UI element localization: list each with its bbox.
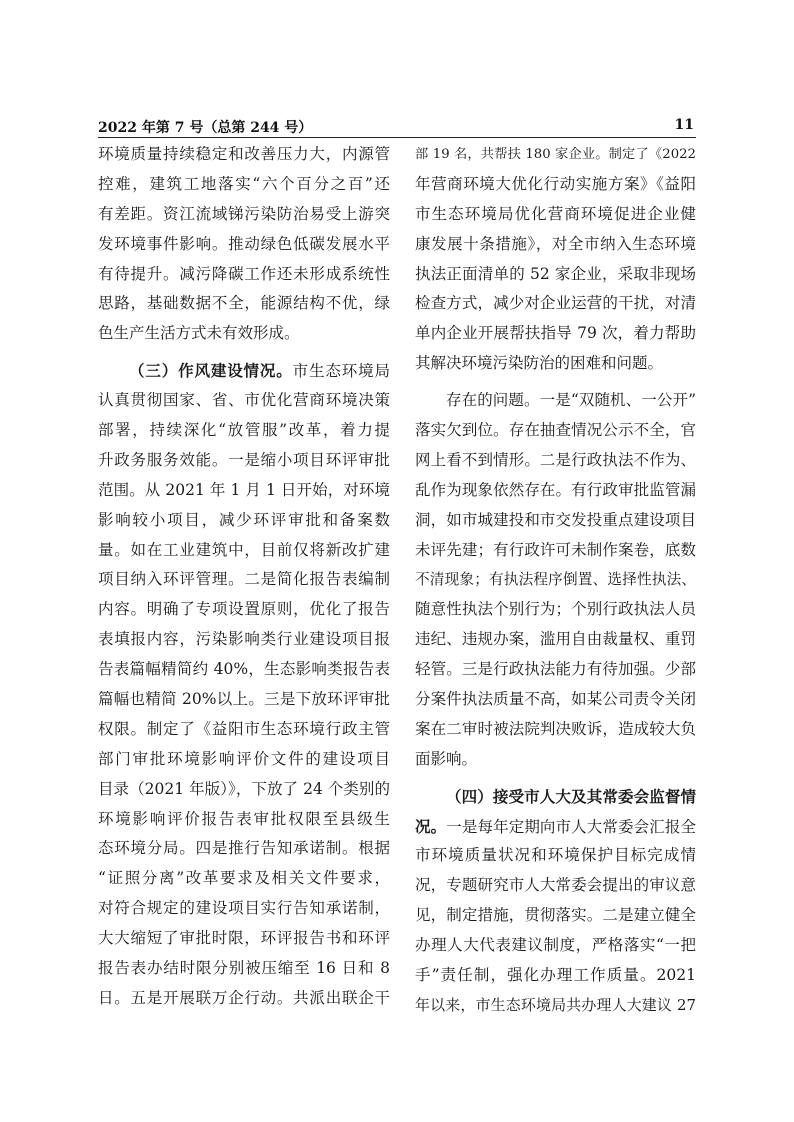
paragraph bbox=[415, 782, 696, 1021]
text-line: 内容。明确了专项设置原则，优化了报告 bbox=[98, 600, 390, 619]
text-line: 不清现象；有执法程序倒置、选择性执法、 bbox=[415, 571, 696, 589]
page-number: 11 bbox=[674, 117, 694, 133]
header-rule bbox=[98, 137, 696, 138]
text-line: 量。如在工业建筑中，目前仅将新改扩建 bbox=[98, 540, 390, 559]
section-heading: （三）作风建设情况。 bbox=[129, 361, 293, 381]
text-line: 其解决环境污染防治的困难和问题。 bbox=[415, 354, 664, 373]
text-line: 报告表办结时限分别被压缩至 16 日和 8 bbox=[98, 959, 390, 978]
text-line: 轻管。三是行政执法能力有待加强。少部 bbox=[415, 660, 696, 679]
text-line: 市生态环境局优化营商环境促进企业健 bbox=[415, 204, 696, 223]
text-line: 未评先建；有行政许可未制作案卷，底数 bbox=[415, 540, 696, 559]
text-line: 网上看不到情形。二是行政执法不作为、 bbox=[415, 450, 696, 469]
text-run: 一是每年定期向市人大常委会汇报全 bbox=[446, 817, 696, 836]
text-line: 篇幅也精简 20%以上。三是下放环评审批 bbox=[98, 690, 390, 709]
text-line: 大大缩短了审批时限，环评报告书和环评 bbox=[98, 929, 390, 948]
paragraph bbox=[98, 140, 390, 349]
text-line: 案在二审时被法院判决败诉，造成较大负 bbox=[415, 719, 696, 738]
text-line: 检查方式，减少对企业运营的干扰，对清 bbox=[415, 294, 696, 313]
text-line: 目录（2021 年版）》，下放了 24 个类别的 bbox=[98, 779, 390, 798]
text-line: “证照分离”改革要求及相关文件要求， bbox=[98, 869, 390, 888]
text-line: 年营商环境大优化行动实施方案》《益阳 bbox=[415, 174, 696, 193]
left-column bbox=[98, 140, 390, 1014]
text-line: 执法正面清单的 52 家企业，采取非现场 bbox=[415, 264, 696, 283]
paragraph bbox=[98, 356, 390, 1014]
text-line: 项目纳入环评管理。二是简化报告表编制 bbox=[98, 570, 390, 589]
text-line: 见，制定措施，贯彻落实。二是建立健全 bbox=[415, 906, 696, 925]
text-line bbox=[98, 356, 390, 386]
section-heading: （四）接受市人大及其常委会监督情 bbox=[446, 786, 696, 806]
text-line: 范围。从 2021 年 1 月 1 日开始，对环境 bbox=[98, 480, 390, 499]
text-run: 市生态环境局 bbox=[292, 362, 390, 381]
text-line: 违纪、违规办案，滥用自由裁量权、重罚 bbox=[415, 630, 696, 649]
issue-header: 2022 年第 7 号（总第 244 号） bbox=[98, 120, 313, 136]
text-line: 环境影响评价报告表审批权限至县级生 bbox=[98, 809, 390, 828]
text-line: 有差距。资江流域锑污染防治易受上游突 bbox=[98, 204, 390, 223]
text-line: 告表篇幅精简约 40%，生态影响类报告表 bbox=[98, 660, 390, 679]
text-line: 落实欠到位。存在抽查情况公示不全，官 bbox=[415, 421, 696, 440]
text-line: 表填报内容，污染影响类行业建设项目报 bbox=[98, 630, 390, 649]
text-line: 对符合规定的建设项目实行告知承诺制， bbox=[98, 899, 390, 918]
text-line: 部 19 名，共帮扶 180 家企业。制定了《2022 bbox=[415, 147, 696, 162]
text-line: 态环境分局。四是推行告知承诺制。根据 bbox=[98, 839, 390, 858]
text-line: 手”责任制，强化办理工作质量。2021 bbox=[415, 966, 696, 985]
section-heading-end: 况。 bbox=[415, 816, 447, 836]
text-line: 年以来，市生态环境局共办理人大建议 27 bbox=[415, 995, 696, 1014]
paragraph bbox=[415, 140, 696, 379]
text-line: 影响较小项目，减少环评审批和备案数 bbox=[98, 510, 390, 529]
text-line: 康发展十条措施》，对全市纳入生态环境 bbox=[415, 234, 696, 253]
text-line: 随意性执法个别行为；个别行政执法人员 bbox=[415, 600, 696, 619]
text-line: 部署，持续深化“放管服”改革，着力提 bbox=[98, 421, 390, 440]
text-line: 分案件执法质量不高，如某公司责令关闭 bbox=[415, 690, 696, 709]
text-line: 色生产生活方式未有效形成。 bbox=[98, 324, 300, 343]
text-line: 有待提升。减污降碳工作还未形成系统性 bbox=[98, 264, 390, 283]
text-line: 市环境质量状况和环境保护目标完成情 bbox=[415, 846, 696, 865]
right-column bbox=[415, 140, 696, 1021]
text-line: 部门审批环境影响评价文件的建设项目 bbox=[98, 749, 390, 768]
text-line: 况，专题研究市人大常委会提出的审议意 bbox=[415, 876, 696, 895]
text-line: 环境质量持续稳定和改善压力大，内源管 bbox=[98, 145, 390, 163]
text-line: 日。五是开展联万企行动。共派出联企干 bbox=[98, 988, 390, 1007]
text-line: 升政务服务效能。一是缩小项目环评审批 bbox=[98, 450, 390, 469]
text-line: 权限。制定了《益阳市生态环境行政主管 bbox=[98, 719, 390, 738]
text-line: 乱作为现象依然存在。有行政审批监管漏 bbox=[415, 480, 696, 499]
text-line: 面影响。 bbox=[415, 749, 478, 768]
text-line: 思路，基础数据不全，能源结构不优，绿 bbox=[98, 294, 390, 313]
text-line: 洞，如市城建投和市交发投重点建设项目 bbox=[415, 510, 696, 529]
text-line bbox=[415, 812, 696, 842]
text-line: 发环境事件影响。推动绿色低碳发展水平 bbox=[98, 234, 390, 253]
text-line: 单内企业开展帮扶指导 79 次，着力帮助 bbox=[415, 324, 696, 343]
text-line: 存在的问题。一是“双随机、一公开” bbox=[446, 391, 696, 410]
paragraph bbox=[415, 386, 696, 775]
text-line: 认真贯彻国家、省、市优化营商环境决策 bbox=[98, 391, 390, 410]
text-line: 控难，建筑工地落实“六个百分之百”还 bbox=[98, 174, 390, 193]
text-line: 办理人大代表建议制度，严格落实“一把 bbox=[415, 936, 696, 955]
